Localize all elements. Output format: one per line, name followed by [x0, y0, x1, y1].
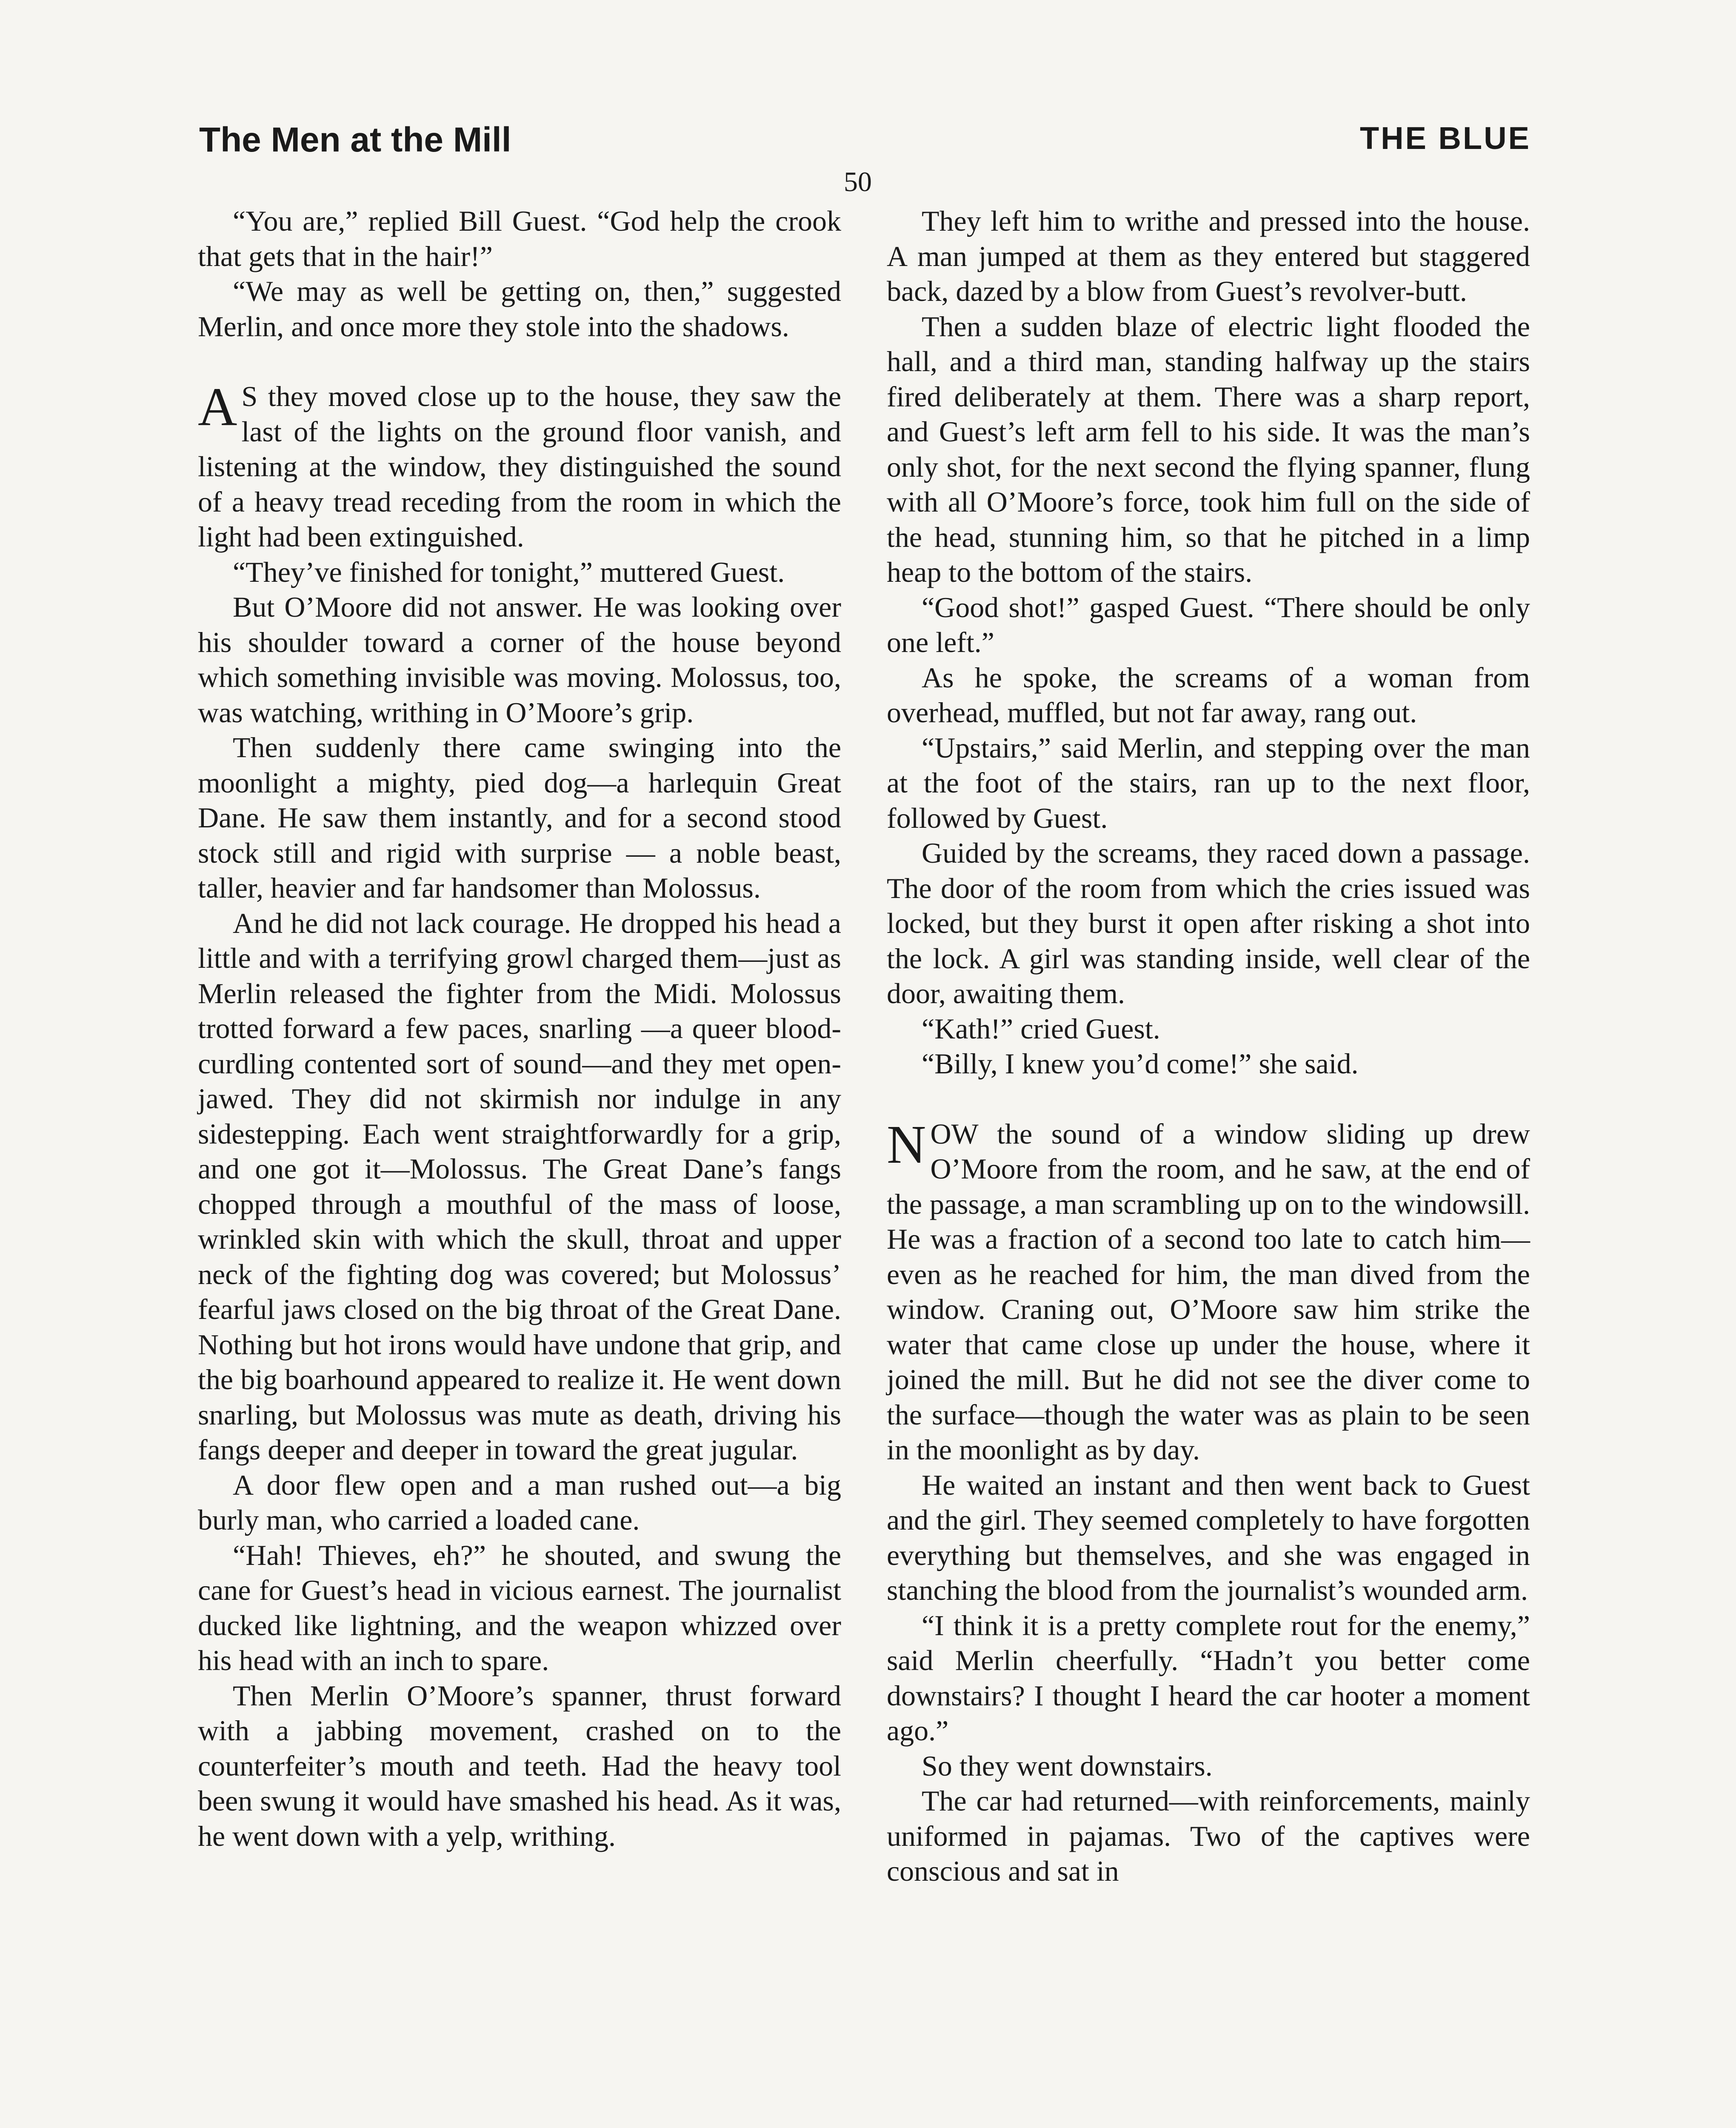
- paragraph: “You are,” replied Bill Guest. “God help the crook that gets that in the hair!”: [198, 205, 841, 272]
- paragraph: “We may as well be getting on, then,” suggested Merlin, and once more they stole into the shadows.: [198, 275, 841, 343]
- paragraph: “I think it is a pretty complete rout for the enemy,” said Merlin cheerfully. “Hadn’t you better come downstairs? I thought I heard the car hooter a moment ago.”: [887, 1609, 1530, 1747]
- paragraph: The car had returned—with reinforcements, mainly uniformed in pajamas. Two of the captives were conscious and sat in: [887, 1785, 1530, 1887]
- magazine-name: THE BLUE: [1360, 120, 1531, 156]
- paragraph: He waited an instant and then went back to Guest and the girl. They seemed completely to have forgotten everything but themselves, and she was engaged in stanching the blood from the journalist’s wounded arm.: [887, 1468, 1530, 1606]
- paragraph: Then Merlin O’Moore’s spanner, thrust forward with a jabbing movement, crashed on to the counterfeiter’s mouth and teeth. Had the heavy tool been swung it would have smashed his head. As it was, he went down with a yelp, writhing.: [198, 1679, 841, 1852]
- paragraph: “Good shot!” gasped Guest. “There should be only one left.”: [887, 591, 1530, 658]
- drop-cap: A: [198, 377, 237, 437]
- paragraph: “Billy, I knew you’d come!” she said.: [922, 1047, 1359, 1080]
- paragraph: Then suddenly there came swinging into the moonlight a mighty, pied dog—a harlequin Great Dane. He saw them instantly, and for a second stood stock still and rigid with surprise — a noble beast, taller, heavier and far handsomer than Molossus.: [198, 731, 841, 904]
- section-opening-paragraph: [887, 1116, 1530, 1467]
- paragraph: So they went downstairs.: [922, 1749, 1213, 1782]
- paragraph: “They’ve finished for tonight,” muttered Guest.: [233, 555, 785, 588]
- paragraph: Then a sudden blaze of electric light flooded the hall, and a third man, standing halfway up the stairs fired deliberately at them. There was a sharp report, and Guest’s left arm fell to his side. It was the man’s only shot, for the next second the flying spanner, flung with all O’Moore’s force, took him full on the side of the head, stunning him, so that he pitched in a limp heap to the bottom of the stairs.: [887, 310, 1530, 588]
- paragraph: “Hah! Thieves, eh?” he shouted, and swung the cane for Guest’s head in vicious earnest. The journalist ducked like lightning, and the weapon whizzed over his head with an inch to spare.: [198, 1539, 841, 1676]
- paragraph: “Upstairs,” said Merlin, and stepping over the man at the foot of the stairs, ran up to the next floor, followed by Guest.: [887, 731, 1530, 834]
- section-opening-paragraph: [198, 379, 841, 555]
- left-column: [198, 203, 841, 1853]
- paragraph: They left him to writhe and pressed into the house. A man jumped at them as they entered but staggered back, dazed by a blow from Guest’s revolver-butt.: [887, 205, 1530, 307]
- paragraph: “Kath!” cried Guest.: [922, 1012, 1160, 1045]
- paragraph: As he spoke, the screams of a woman from overhead, muffled, but not far away, rang out.: [887, 661, 1530, 729]
- section-opening-text: S they moved close up to the house, they saw the last of the lights on the ground floor vanish, and listening at the window, they distinguished the sound of a heavy tread receding from the room in which the light had been extinguished.: [198, 380, 841, 553]
- section-opening-text: OW the sound of a window sliding up drew O’Moore from the room, and he saw, at the end of the passage, a man scrambling up on to the windowsill. He was a fraction of a second too late to catch him—even as he reached for him, the man dived from the window. Craning out, O’Moore saw him strike the water that came close up under the house, where it joined the mill. But he did not see the diver come to the surface—though the water was as plain to be seen in the moonlight as by day.: [887, 1117, 1530, 1466]
- right-column: [887, 203, 1530, 1889]
- paragraph: But O’Moore did not answer. He was looking over his shoulder toward a corner of the house beyond which something invisible was moving. Molossus, too, was watching, writhing in O’Moore’s grip.: [198, 591, 841, 729]
- paragraph: Guided by the screams, they raced down a passage. The door of the room from which the cries issued was locked, but they burst it open after risking a shot into the lock. A girl was standing inside, well clear of the door, awaiting them.: [887, 837, 1530, 1010]
- story-title: The Men at the Mill: [199, 120, 511, 159]
- page-number: 50: [844, 166, 872, 197]
- drop-cap: N: [887, 1114, 926, 1175]
- paragraph: A door flew open and a man rushed out—a big burly man, who carried a loaded cane.: [198, 1468, 841, 1536]
- paragraph: And he did not lack courage. He dropped his head a little and with a terrifying growl charged them—just as Merlin released the fighter from the Midi. Molossus trotted forward a few paces, snarling —a queer blood-curdling contented sort of sound—and they met open-jawed. They did not skirmish nor indulge in any sidestepping. Each went straightforwardly for a grip, and one got it—Molossus. The Great Dane’s fangs chopped through a mouthful of the mass of loose, wrinkled skin with which the skull, throat and upper neck of the fighting dog was covered; but Molossus’ fearful jaws closed on the big throat of the Great Dane. Nothing but hot irons would have undone that grip, and the big boarhound appeared to realize it. He went down snarling, but Molossus was mute as death, driving his fangs deeper and deeper in toward the great jugular.: [198, 907, 841, 1466]
